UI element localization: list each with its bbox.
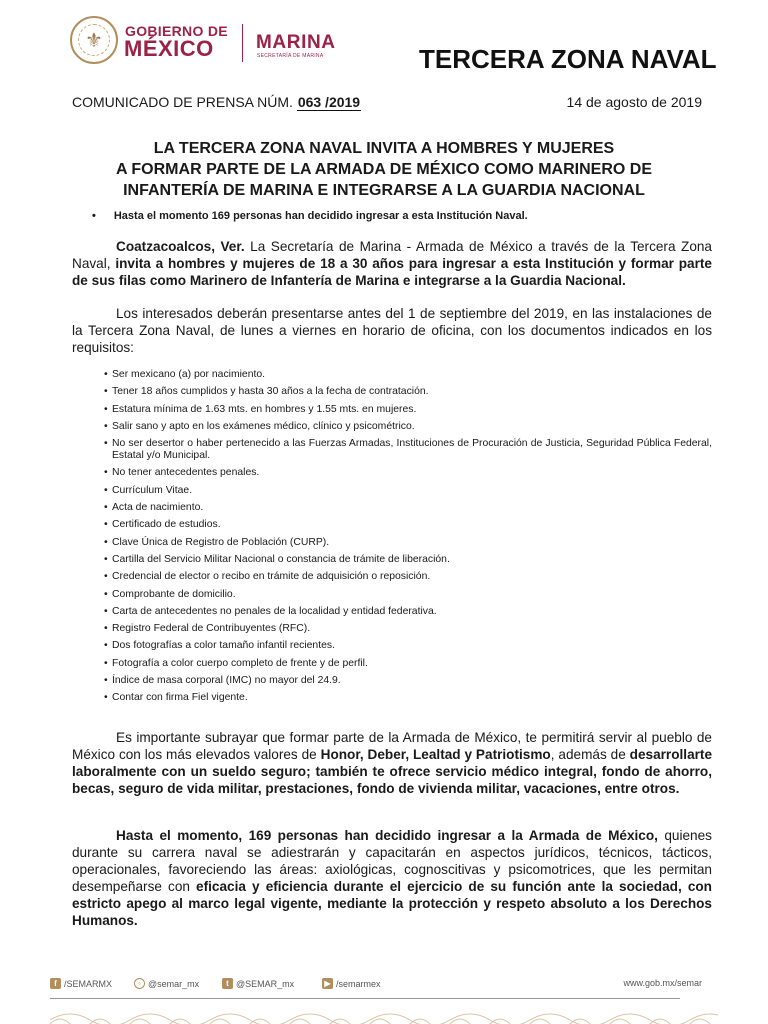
requirement-item: • Tener 18 años cumplidos y hasta 30 años a la fecha de contratación. <box>104 386 712 398</box>
bullet-icon: • <box>92 210 96 222</box>
requirement-item: • Cartilla del Servicio Militar Nacional o constancia de trámite de liberación. <box>104 554 712 566</box>
decorative-pattern <box>50 1006 718 1024</box>
footer-facebook[interactable] <box>50 978 112 989</box>
headline <box>80 138 688 201</box>
facebook-icon: f <box>50 978 61 989</box>
youtube-handle: /semarmex <box>336 978 381 989</box>
mexico-seal-icon: ⚜ <box>70 16 118 64</box>
intro-text: La Secretaría de Marina - Armada de México a través de la Tercera Zona Naval, <box>72 239 712 271</box>
requirement-item: • Certificado de estudios. <box>104 519 712 531</box>
dateline: Coatzacoalcos, Ver. <box>116 239 245 254</box>
marina-label: MARINA <box>256 32 336 53</box>
progress-bold-2: eficacia y eficiencia durante el ejercicio de su función ante la sociedad, con estricto apego al marco legal vigente, mediante la protección y respeto absoluto a los Derechos Humanos. <box>72 879 712 928</box>
requirement-item: • Comprobante de domicilio. <box>104 589 712 601</box>
footer-website[interactable] <box>623 978 702 988</box>
zona-naval-title: TERCERA ZONA NAVAL <box>419 44 717 74</box>
requirement-item: • Contar con firma Fiel vigente. <box>104 692 712 704</box>
paragraph-progress <box>72 827 712 929</box>
highlight-bullet <box>92 210 528 222</box>
headline-line-3: INFANTERÍA DE MARINA E INTEGRARSE A LA GUARDIA NACIONAL <box>123 182 645 199</box>
press-release-number <box>72 94 361 110</box>
benefits-text-2: , además de <box>550 747 630 762</box>
progress-bold-1: Hasta el momento, 169 personas han decidido ingresar a la Armada de México, <box>116 828 658 843</box>
twitter-handle: @SEMAR_mx <box>236 978 295 989</box>
gobierno-label-top: GOBIERNO DE <box>125 23 228 39</box>
instagram-handle: @semar_mx <box>148 978 200 989</box>
paragraph-instructions <box>72 305 712 356</box>
instructions-text: Los interesados deberán presentarse antes del 1 de septiembre del 2019, en las instalaciones de la Tercera Zona Naval, de lunes a viernes en horario de oficina, con los documentos indicados en los requisitos: <box>72 306 712 355</box>
requirement-item: • Salir sano y apto en los exámenes médico, clínico y psicométrico. <box>104 421 712 433</box>
headline-line-1: LA TERCERA ZONA NAVAL INVITA A HOMBRES Y MUJERES <box>153 140 615 157</box>
website-url: www.gob.mx/semar <box>623 978 702 988</box>
youtube-icon: ▶ <box>322 978 333 989</box>
intro-bold: invita a hombres y mujeres de 18 a 30 años para ingresar a esta Institución y formar parte de sus filas como Marinero de Infantería de Marina e integrarse a la Guardia Nacional. <box>72 256 712 288</box>
twitter-icon: t <box>222 978 233 989</box>
benefits-values: Honor, Deber, Lealtad y Patriotismo <box>320 747 551 762</box>
requirement-item: • Dos fotografías a color tamaño infantil recientes. <box>104 640 712 652</box>
requirement-item: • Currículum Vitae. <box>104 485 712 497</box>
header-divider <box>242 24 243 62</box>
footer-instagram[interactable] <box>134 978 199 989</box>
requirement-item: • No tener antecedentes penales. <box>104 467 712 479</box>
benefits-bold: desarrollarte laboralmente con un sueldo seguro; también te ofrece servicio médico integral, fondo de ahorro, becas, seguro de vida militar, prestaciones, fondo de vivienda militar, vacaciones, entre otros. <box>72 747 713 796</box>
instagram-icon: ◦ <box>134 978 145 989</box>
progress-text: quienes durante su carrera naval se adiestrarán y capacitarán en aspectos jurídicos, técnicos, tácticos, operacionales, favoreciendo las áreas: axiológicas, cognoscitivas y psicomotrices, que les permitan desempeñarse con <box>72 828 712 894</box>
requirement-item: • Credencial de elector o recibo en trámite de adquisición o reposición. <box>104 571 712 583</box>
requirement-item: • No ser desertor o haber pertenecido a las Fuerzas Armadas, Instituciones de Procuración de Justicia, Seguridad Pública Federal, Estatal y/o Municipal. <box>104 438 712 462</box>
footer-youtube[interactable] <box>322 978 381 989</box>
requirements-list <box>104 369 712 710</box>
requirement-item: • Acta de nacimiento. <box>104 502 712 514</box>
press-release-label: COMUNICADO DE PRENSA NÚM. <box>72 94 293 110</box>
requirement-item: • Fotografía a color cuerpo completo de frente y de perfil. <box>104 658 712 670</box>
press-release-num: 063 /2019 <box>297 94 361 110</box>
requirement-item: • Estatura mínima de 1.63 mts. en hombres y 1.55 mts. en mujeres. <box>104 404 712 416</box>
marina-sublabel: SECRETARÍA DE MARINA <box>257 53 324 59</box>
benefits-text-1: Es importante subrayar que formar parte de la Armada de México, te permitirá servir al pueblo de México con los más elevados valores de <box>72 730 712 762</box>
paragraph-intro <box>72 238 712 289</box>
requirement-item: • Registro Federal de Contribuyentes (RFC). <box>104 623 712 635</box>
press-release-date: 14 de agosto de 2019 <box>566 94 702 110</box>
highlight-text: Hasta el momento 169 personas han decidido ingresar a esta Institución Naval. <box>113 210 528 222</box>
headline-line-2: A FORMAR PARTE DE LA ARMADA DE MÉXICO COMO MARINERO DE <box>116 161 652 178</box>
footer-divider <box>50 998 680 1003</box>
requirement-item: • Carta de antecedentes no penales de la localidad y entidad federativa. <box>104 606 712 618</box>
footer-twitter[interactable] <box>222 978 294 989</box>
requirement-item: • Clave Única de Registro de Población (CURP). <box>104 537 712 549</box>
requirement-item: • Índice de masa corporal (IMC) no mayor del 24.9. <box>104 675 712 687</box>
gobierno-label-bottom: MÉXICO <box>124 36 214 61</box>
requirement-item: • Ser mexicano (a) por nacimiento. <box>104 369 712 381</box>
paragraph-benefits <box>72 729 712 797</box>
facebook-handle: /SEMARMX <box>64 978 113 989</box>
